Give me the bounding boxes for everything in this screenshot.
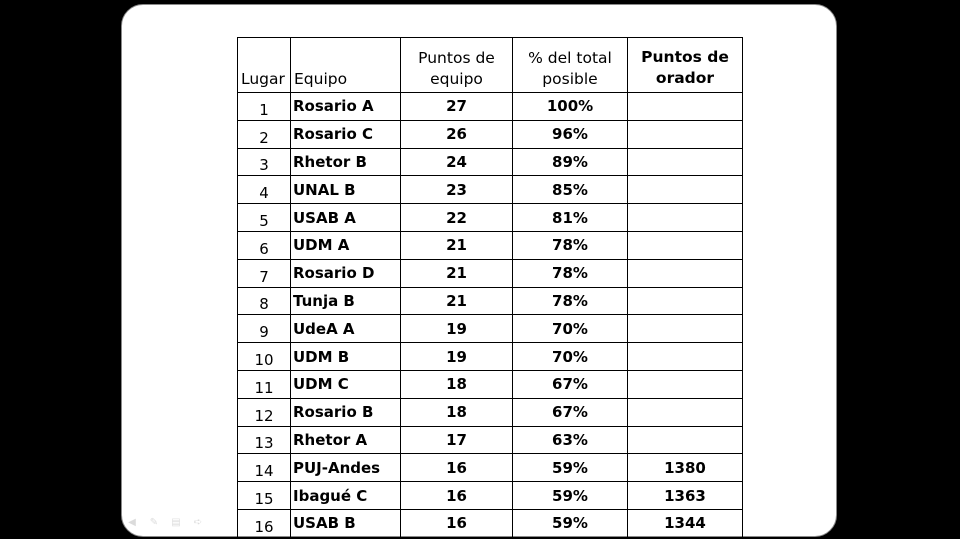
header-pct-line1: % del total	[528, 49, 612, 67]
cell-equipo: UdeA A	[291, 315, 401, 343]
table-row	[238, 482, 743, 510]
table-row	[238, 176, 743, 204]
cell-orador	[628, 231, 743, 259]
cell-equipo: Rosario B	[291, 398, 401, 426]
cell-orador	[628, 259, 743, 287]
cell-orador	[628, 343, 743, 371]
cell-pct: 67%	[513, 370, 628, 398]
cell-orador	[628, 148, 743, 176]
slide	[121, 4, 837, 537]
cell-orador	[628, 315, 743, 343]
cell-lugar: 4	[238, 176, 291, 204]
cell-orador	[628, 426, 743, 454]
header-equipo: Equipo	[291, 38, 401, 93]
cell-pct: 78%	[513, 231, 628, 259]
table-row	[238, 204, 743, 232]
cell-puntos: 22	[401, 204, 513, 232]
table-row	[238, 287, 743, 315]
cell-pct: 63%	[513, 426, 628, 454]
cell-equipo: Tunja B	[291, 287, 401, 315]
pen-icon[interactable]: ✎	[149, 517, 159, 528]
cell-lugar: 6	[238, 231, 291, 259]
menu-icon[interactable]: ▤	[171, 517, 181, 528]
cell-pct: 78%	[513, 287, 628, 315]
header-puntos-orador	[628, 38, 743, 93]
cell-pct: 89%	[513, 148, 628, 176]
cell-equipo: UDM A	[291, 231, 401, 259]
table-row	[238, 148, 743, 176]
header-lugar: Lugar	[238, 38, 291, 93]
table-header-row	[238, 38, 743, 93]
cell-lugar: 1	[238, 93, 291, 121]
header-puntos-line1: Puntos de	[418, 49, 495, 67]
cell-orador: 1363	[628, 482, 743, 510]
cell-lugar: 9	[238, 315, 291, 343]
table-row	[238, 343, 743, 371]
cell-pct: 85%	[513, 176, 628, 204]
header-puntos-line2: equipo	[430, 70, 483, 88]
arrow-left-icon[interactable]: ◀	[128, 517, 136, 528]
cell-orador: 1380	[628, 454, 743, 482]
table-row	[238, 426, 743, 454]
arrow-right-icon[interactable]: ➪	[193, 517, 203, 528]
table-row	[238, 315, 743, 343]
table-body	[238, 93, 743, 538]
cell-equipo: Rosario D	[291, 259, 401, 287]
cell-lugar: 12	[238, 398, 291, 426]
cell-pct: 59%	[513, 454, 628, 482]
cell-puntos: 27	[401, 93, 513, 121]
cell-puntos: 18	[401, 398, 513, 426]
cell-equipo: Rosario A	[291, 93, 401, 121]
cell-lugar: 2	[238, 120, 291, 148]
header-pct-line2: posible	[542, 70, 598, 88]
cell-puntos: 21	[401, 231, 513, 259]
cell-orador	[628, 176, 743, 204]
header-orador-line2: orador	[655, 69, 715, 87]
cell-lugar: 13	[238, 426, 291, 454]
cell-equipo: Ibagué C	[291, 482, 401, 510]
cell-puntos: 16	[401, 509, 513, 537]
table-row	[238, 93, 743, 121]
cell-lugar: 11	[238, 370, 291, 398]
cell-lugar: 15	[238, 482, 291, 510]
cell-pct: 78%	[513, 259, 628, 287]
cell-pct: 59%	[513, 509, 628, 537]
cell-lugar: 16	[238, 509, 291, 537]
cell-lugar: 14	[238, 454, 291, 482]
slide-toolbar	[125, 517, 205, 528]
cell-pct: 67%	[513, 398, 628, 426]
cell-equipo: Rosario C	[291, 120, 401, 148]
table-row	[238, 231, 743, 259]
cell-puntos: 19	[401, 315, 513, 343]
cell-lugar: 8	[238, 287, 291, 315]
cell-pct: 96%	[513, 120, 628, 148]
table-row	[238, 398, 743, 426]
cell-puntos: 21	[401, 287, 513, 315]
cell-equipo: USAB B	[291, 509, 401, 537]
header-puntos-equipo	[401, 38, 513, 93]
cell-puntos: 23	[401, 176, 513, 204]
table-row	[238, 454, 743, 482]
cell-pct: 81%	[513, 204, 628, 232]
cell-lugar: 7	[238, 259, 291, 287]
cell-pct: 59%	[513, 482, 628, 510]
table-row	[238, 509, 743, 537]
cell-equipo: UNAL B	[291, 176, 401, 204]
cell-orador: 1344	[628, 509, 743, 537]
cell-orador	[628, 204, 743, 232]
cell-puntos: 17	[401, 426, 513, 454]
cell-pct: 100%	[513, 93, 628, 121]
cell-orador	[628, 370, 743, 398]
table-row	[238, 120, 743, 148]
cell-lugar: 5	[238, 204, 291, 232]
cell-puntos: 16	[401, 454, 513, 482]
header-porcentaje	[513, 38, 628, 93]
cell-equipo: Rhetor A	[291, 426, 401, 454]
cell-orador	[628, 120, 743, 148]
ranking-table	[237, 37, 743, 538]
cell-puntos: 26	[401, 120, 513, 148]
cell-orador	[628, 398, 743, 426]
cell-orador	[628, 287, 743, 315]
cell-equipo: USAB A	[291, 204, 401, 232]
cell-puntos: 16	[401, 482, 513, 510]
cell-lugar: 10	[238, 343, 291, 371]
cell-orador	[628, 93, 743, 121]
cell-puntos: 21	[401, 259, 513, 287]
header-orador-line1: Puntos de	[641, 48, 729, 66]
cell-equipo: PUJ-Andes	[291, 454, 401, 482]
table-row	[238, 259, 743, 287]
cell-equipo: UDM B	[291, 343, 401, 371]
cell-equipo: Rhetor B	[291, 148, 401, 176]
cell-pct: 70%	[513, 343, 628, 371]
cell-pct: 70%	[513, 315, 628, 343]
cell-puntos: 19	[401, 343, 513, 371]
table-row	[238, 370, 743, 398]
cell-puntos: 24	[401, 148, 513, 176]
cell-puntos: 18	[401, 370, 513, 398]
cell-equipo: UDM C	[291, 370, 401, 398]
cell-lugar: 3	[238, 148, 291, 176]
